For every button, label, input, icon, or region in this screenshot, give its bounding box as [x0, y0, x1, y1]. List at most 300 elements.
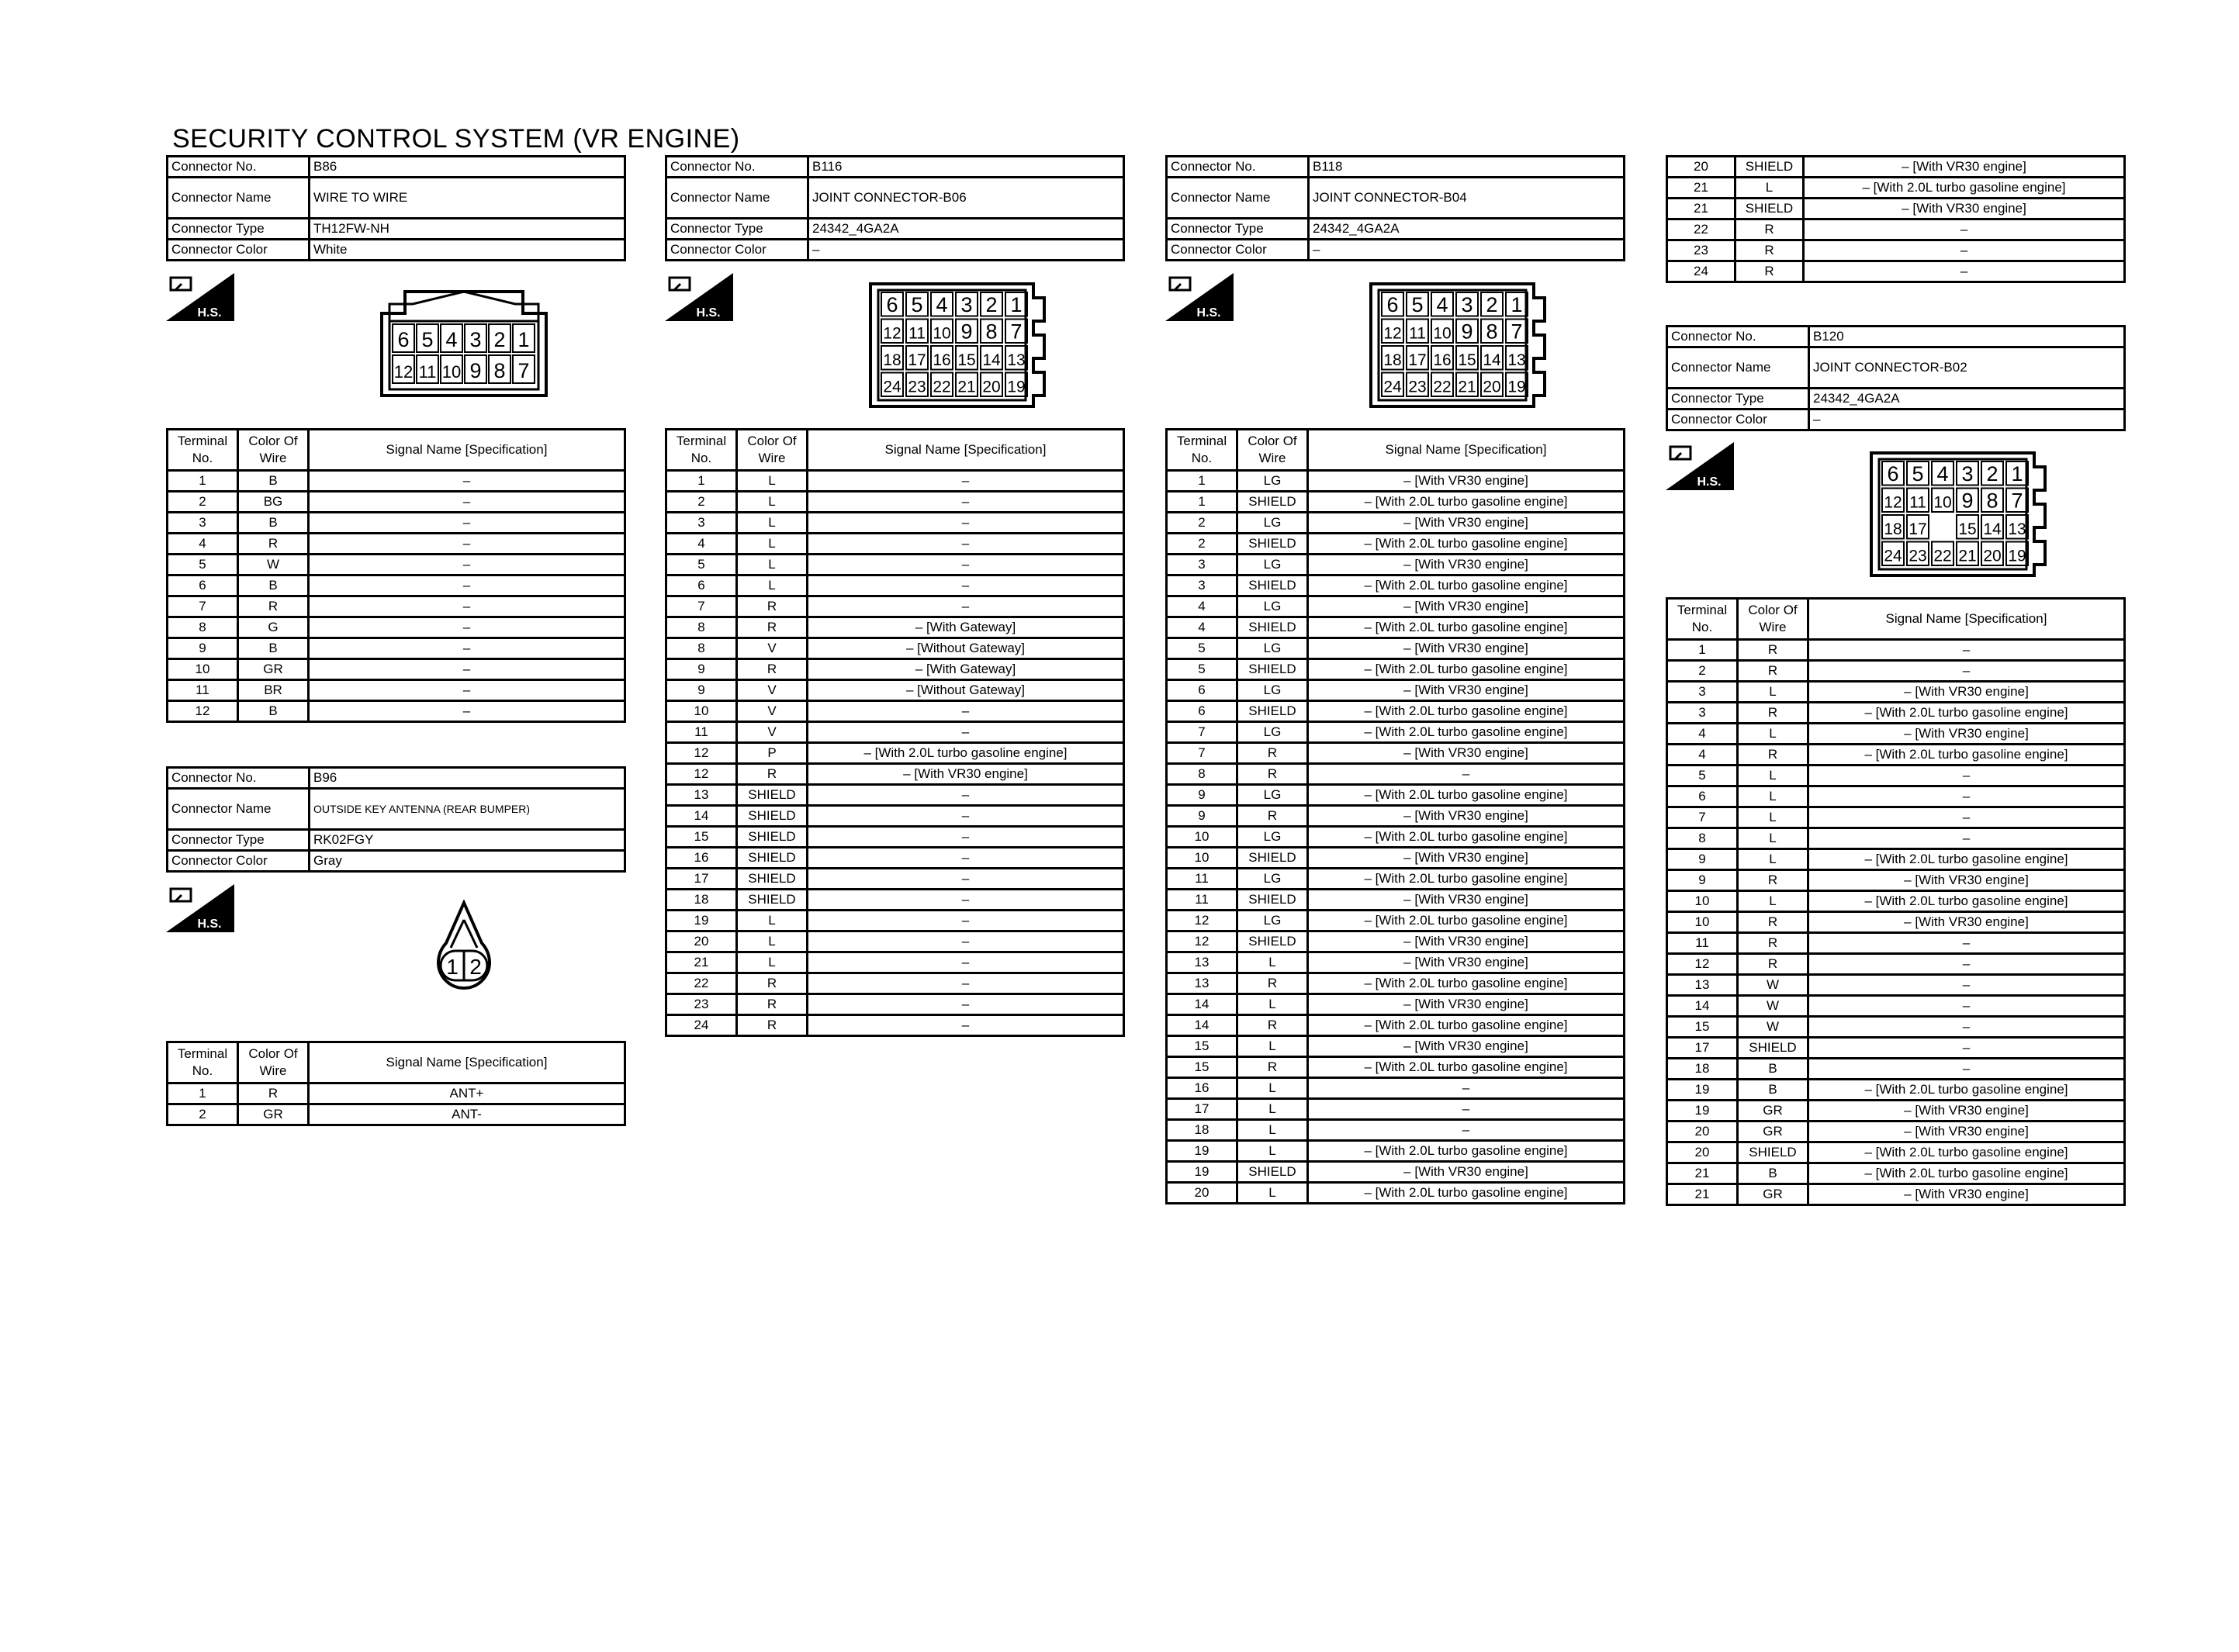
connector-b96-info: [166, 766, 626, 873]
pin-label: 13: [1507, 351, 1526, 369]
pin-label: 19: [2008, 547, 2026, 565]
signal-name-cell: – [With 2.0L turbo gasoline engine]: [1308, 1015, 1625, 1036]
connector-b86-terminal-table: [166, 428, 626, 723]
terminal-no-cell: 17: [1167, 1099, 1237, 1120]
table-row: [1667, 1017, 2125, 1038]
wire-color-cell: V: [737, 722, 808, 743]
pin-label: 18: [883, 351, 901, 369]
signal-name-cell: –: [1804, 240, 2125, 261]
terminal-no-cell: 23: [1667, 240, 1735, 261]
wire-color-cell: L: [737, 534, 808, 555]
table-row: [1667, 1038, 2125, 1059]
terminal-no-cell: 11: [1667, 933, 1738, 954]
table-row: [1667, 745, 2125, 766]
connector-b96-face-diagram: [423, 900, 505, 993]
wire-color-cell: R: [737, 1015, 808, 1036]
table-row: [1167, 513, 1625, 534]
table-row: [666, 617, 1124, 638]
pin-label: 5: [421, 328, 434, 351]
wire-color-cell: R: [1237, 764, 1308, 785]
signal-name-cell: – [With 2.0L turbo gasoline engine]: [1308, 659, 1625, 680]
pin-label: 11: [418, 362, 437, 382]
table-row: [1167, 471, 1625, 492]
pin-label: 11: [908, 324, 926, 343]
signal-name-cell: –: [309, 513, 625, 534]
signal-name-cell: – [With VR30 engine]: [1308, 952, 1625, 973]
terminal-no-cell: 1: [666, 471, 737, 492]
pin-label: 1: [1511, 293, 1523, 316]
harness-side-icon: [665, 273, 733, 321]
signal-name-cell: – [With VR30 engine]: [1808, 1101, 2125, 1121]
table-row: [666, 994, 1124, 1015]
pin-label: 17: [908, 351, 926, 369]
wire-color-cell: L: [1237, 1099, 1308, 1120]
value-connector-no: B118: [1309, 157, 1625, 178]
table-row: [1667, 954, 2125, 975]
table-row: [1167, 1162, 1625, 1183]
terminal-no-cell: 12: [666, 743, 737, 764]
terminal-no-cell: 22: [666, 973, 737, 994]
terminal-no-cell: 11: [1167, 890, 1237, 911]
wire-color-cell: L: [737, 555, 808, 575]
wire-color-cell: L: [1738, 828, 1808, 849]
wire-color-cell: L: [1237, 1078, 1308, 1099]
wire-color-cell: R: [1738, 661, 1808, 682]
table-row: [1167, 575, 1625, 596]
table-row: [1167, 596, 1625, 617]
terminal-no-cell: 10: [666, 701, 737, 722]
wire-color-cell: L: [737, 513, 808, 534]
col-signal-name: Signal Name [Specification]: [1808, 599, 2125, 640]
hs-badge-label: H.S.: [1697, 475, 1722, 489]
terminal-no-cell: 21: [1667, 1184, 1738, 1205]
connector-b120-terminal-table: [1666, 597, 2126, 1206]
pin-label: 4: [1936, 462, 1949, 486]
wire-color-cell: SHIELD: [1738, 1038, 1808, 1059]
table-row: [168, 1083, 625, 1104]
wire-color-cell: G: [238, 617, 309, 638]
pin-label: 10: [1933, 493, 1952, 512]
terminal-no-cell: 9: [1167, 806, 1237, 827]
terminal-no-cell: 3: [1167, 555, 1237, 575]
wire-color-cell: L: [1738, 891, 1808, 912]
pin-label: 21: [1458, 378, 1476, 396]
wire-color-cell: R: [238, 1083, 309, 1104]
table-row: [1667, 1059, 2125, 1080]
terminal-no-cell: 11: [1167, 869, 1237, 890]
terminal-no-cell: 10: [168, 659, 238, 680]
terminal-no-cell: 16: [1167, 1078, 1237, 1099]
wire-color-cell: L: [737, 492, 808, 513]
col-terminal-no: Terminal No.: [666, 430, 737, 471]
signal-name-cell: – [With 2.0L turbo gasoline engine]: [1308, 785, 1625, 806]
signal-name-cell: – [With 2.0L turbo gasoline engine]: [1308, 1183, 1625, 1204]
pin-label: 5: [1411, 293, 1424, 316]
terminal-no-cell: 6: [1167, 701, 1237, 722]
wire-color-cell: W: [1738, 1017, 1808, 1038]
table-row: [1167, 806, 1625, 827]
pin-label: 9: [1461, 320, 1473, 344]
table-row: [666, 848, 1124, 869]
signal-name-cell: – [With VR30 engine]: [1308, 596, 1625, 617]
label-connector-no: Connector No.: [1667, 327, 1809, 347]
terminal-no-cell: 4: [1167, 596, 1237, 617]
table-row: [1667, 640, 2125, 661]
signal-name-cell: –: [808, 722, 1124, 743]
signal-name-cell: – [With VR30 engine]: [1308, 994, 1625, 1015]
connector-b86-info: [166, 155, 626, 261]
terminal-no-cell: 10: [1167, 827, 1237, 848]
table-row: [1167, 492, 1625, 513]
terminal-no-cell: 7: [666, 596, 737, 617]
terminal-no-cell: 24: [1667, 261, 1735, 282]
wire-color-cell: W: [1738, 975, 1808, 996]
pin-label: 23: [908, 378, 926, 396]
pin-label: 19: [1507, 378, 1526, 396]
label-connector-type: Connector Type: [1167, 219, 1309, 240]
pin-label: 10: [441, 362, 462, 382]
wire-color-cell: L: [737, 911, 808, 931]
hs-badge-label: H.S.: [1196, 306, 1221, 320]
pin-label: 2: [1986, 462, 1998, 486]
terminal-no-cell: 10: [1667, 912, 1738, 933]
terminal-no-cell: 2: [1167, 513, 1237, 534]
wire-color-cell: L: [737, 471, 808, 492]
wire-color-cell: LG: [1237, 722, 1308, 743]
signal-name-cell: –: [808, 492, 1124, 513]
signal-name-cell: – [With 2.0L turbo gasoline engine]: [1308, 827, 1625, 848]
terminal-no-cell: 20: [1667, 157, 1735, 178]
signal-name-cell: –: [808, 827, 1124, 848]
signal-name-cell: –: [808, 785, 1124, 806]
signal-name-cell: – [With 2.0L turbo gasoline engine]: [1808, 849, 2125, 870]
signal-name-cell: – [With VR30 engine]: [1808, 912, 2125, 933]
signal-name-cell: –: [1808, 975, 2125, 996]
wire-color-cell: B: [238, 638, 309, 659]
wire-color-cell: LG: [1237, 596, 1308, 617]
table-row: [666, 575, 1124, 596]
table-row: [666, 973, 1124, 994]
signal-name-cell: –: [808, 848, 1124, 869]
connector-b116-terminal-table: [665, 428, 1125, 1037]
table-row: [1167, 1057, 1625, 1078]
label-connector-type: Connector Type: [666, 219, 808, 240]
col-color-of-wire: Color Of Wire: [238, 430, 309, 471]
pin-label: 7: [2011, 489, 2023, 513]
terminal-no-cell: 8: [168, 617, 238, 638]
terminal-no-cell: 9: [168, 638, 238, 659]
table-row: [1167, 890, 1625, 911]
table-row: [1667, 240, 2125, 261]
table-row: [1667, 199, 2125, 219]
pin-label: 16: [933, 351, 951, 369]
signal-name-cell: –: [309, 659, 625, 680]
terminal-no-cell: 23: [666, 994, 737, 1015]
pin-label: 15: [1958, 520, 1977, 538]
table-row: [666, 659, 1124, 680]
harness-side-icon: [1666, 442, 1734, 490]
signal-name-cell: – [With VR30 engine]: [1308, 555, 1625, 575]
wire-color-cell: SHIELD: [1237, 701, 1308, 722]
terminal-no-cell: 14: [666, 806, 737, 827]
signal-name-cell: – [Without Gateway]: [808, 680, 1124, 701]
label-connector-color: Connector Color: [1667, 410, 1809, 430]
connector-b120-face-diagram: [1868, 450, 2059, 579]
pin-label: 8: [985, 320, 998, 344]
wire-color-cell: L: [1738, 682, 1808, 703]
wire-color-cell: LG: [1237, 785, 1308, 806]
table-row: [1667, 1142, 2125, 1163]
table-row: [666, 952, 1124, 973]
col-signal-name: Signal Name [Specification]: [309, 430, 625, 471]
terminal-no-cell: 21: [1667, 199, 1735, 219]
terminal-no-cell: 11: [168, 680, 238, 701]
pin-label: 2: [469, 955, 482, 979]
wire-color-cell: LG: [1237, 555, 1308, 575]
wire-color-cell: B: [1738, 1059, 1808, 1080]
connector-b86-face-diagram: [379, 289, 549, 399]
table-row: [1667, 1101, 2125, 1121]
terminal-no-cell: 20: [1667, 1142, 1738, 1163]
table-row: [1167, 617, 1625, 638]
signal-name-cell: –: [808, 1015, 1124, 1036]
col-terminal-no: Terminal No.: [168, 430, 238, 471]
wire-color-cell: L: [1738, 786, 1808, 807]
table-row: [1667, 261, 2125, 282]
signal-name-cell: – [With 2.0L turbo gasoline engine]: [1308, 701, 1625, 722]
label-connector-no: Connector No.: [1167, 157, 1309, 178]
pin-label: 3: [469, 328, 482, 351]
signal-name-cell: –: [309, 617, 625, 638]
terminal-no-cell: 9: [666, 659, 737, 680]
signal-name-cell: – [With Gateway]: [808, 659, 1124, 680]
signal-name-cell: – [With 2.0L turbo gasoline engine]: [1308, 534, 1625, 555]
table-row: [666, 471, 1124, 492]
wire-color-cell: L: [737, 931, 808, 952]
terminal-no-cell: 5: [1167, 659, 1237, 680]
table-row: [1167, 1141, 1625, 1162]
wire-color-cell: SHIELD: [737, 806, 808, 827]
wire-color-cell: R: [238, 596, 309, 617]
signal-name-cell: –: [808, 911, 1124, 931]
table-row: [666, 701, 1124, 722]
wire-color-cell: R: [1237, 1015, 1308, 1036]
wire-color-cell: L: [1237, 1036, 1308, 1057]
wire-color-cell: L: [1237, 952, 1308, 973]
table-row: [1667, 178, 2125, 199]
label-connector-no: Connector No.: [168, 157, 310, 178]
wire-color-cell: SHIELD: [1237, 1162, 1308, 1183]
table-row: [1167, 1036, 1625, 1057]
table-row: [1167, 785, 1625, 806]
signal-name-cell: – [With VR30 engine]: [1308, 471, 1625, 492]
pin-label: 24: [1383, 378, 1402, 396]
pin-label: 1: [1010, 293, 1023, 316]
label-connector-color: Connector Color: [1167, 240, 1309, 261]
wire-color-cell: B: [238, 513, 309, 534]
signal-name-cell: –: [1808, 828, 2125, 849]
signal-name-cell: – [With VR30 engine]: [1308, 848, 1625, 869]
table-row: [666, 492, 1124, 513]
terminal-no-cell: 19: [1167, 1162, 1237, 1183]
pin-label: 12: [1884, 493, 1902, 512]
signal-name-cell: –: [1808, 954, 2125, 975]
signal-name-cell: – [With 2.0L turbo gasoline engine]: [1808, 1163, 2125, 1184]
terminal-no-cell: 9: [666, 680, 737, 701]
wire-color-cell: LG: [1237, 471, 1308, 492]
terminal-no-cell: 4: [168, 534, 238, 555]
terminal-no-cell: 7: [1167, 743, 1237, 764]
wire-color-cell: SHIELD: [737, 785, 808, 806]
wire-color-cell: SHIELD: [1735, 199, 1804, 219]
signal-name-cell: – [With VR30 engine]: [1808, 1184, 2125, 1205]
terminal-no-cell: 6: [1667, 786, 1738, 807]
col-terminal-no: Terminal No.: [1167, 430, 1237, 471]
table-row: [1667, 724, 2125, 745]
value-connector-color: –: [1309, 240, 1625, 261]
terminal-no-cell: 24: [666, 1015, 737, 1036]
connector-b118-face-diagram: [1368, 281, 1559, 410]
terminal-no-cell: 12: [1167, 931, 1237, 952]
pin-label: 7: [1010, 320, 1023, 344]
signal-name-cell: – [With VR30 engine]: [1308, 513, 1625, 534]
signal-name-cell: – [With VR30 engine]: [1808, 1121, 2125, 1142]
table-row: [1167, 680, 1625, 701]
signal-name-cell: – [With 2.0L turbo gasoline engine]: [808, 743, 1124, 764]
pin-label: 3: [1961, 462, 1974, 486]
table-row: [1667, 933, 2125, 954]
table-row: [666, 764, 1124, 785]
table-row: [1667, 786, 2125, 807]
table-row: [1667, 870, 2125, 891]
pin-label: 21: [957, 378, 976, 396]
pin-label: 17: [1408, 351, 1427, 369]
pin-label: 7: [517, 359, 530, 382]
wire-color-cell: BR: [238, 680, 309, 701]
terminal-no-cell: 8: [666, 638, 737, 659]
signal-name-cell: –: [1308, 764, 1625, 785]
pin-label: 6: [1386, 293, 1399, 316]
signal-name-cell: –: [1808, 661, 2125, 682]
wire-color-cell: V: [737, 638, 808, 659]
terminal-no-cell: 1: [168, 1083, 238, 1104]
signal-name-cell: –: [309, 555, 625, 575]
col-terminal-no: Terminal No.: [168, 1042, 238, 1083]
table-row: [666, 722, 1124, 743]
signal-name-cell: –: [309, 471, 625, 492]
terminal-no-cell: 9: [1167, 785, 1237, 806]
table-row: [168, 492, 625, 513]
label-connector-type: Connector Type: [1667, 389, 1809, 410]
table-row: [666, 743, 1124, 764]
wire-color-cell: L: [1738, 849, 1808, 870]
wire-color-cell: R: [238, 534, 309, 555]
terminal-no-cell: 1: [1667, 640, 1738, 661]
table-row: [666, 680, 1124, 701]
connector-b116-face-diagram: [867, 281, 1058, 410]
wire-color-cell: SHIELD: [737, 869, 808, 890]
pin-label: 23: [1909, 547, 1927, 565]
pin-label: 10: [1433, 324, 1452, 343]
signal-name-cell: – [With VR30 engine]: [1308, 931, 1625, 952]
wire-color-cell: R: [1735, 240, 1804, 261]
signal-name-cell: – [With VR30 engine]: [1808, 724, 2125, 745]
terminal-no-cell: 3: [666, 513, 737, 534]
pin-label: 12: [883, 324, 901, 343]
wire-color-cell: SHIELD: [1735, 157, 1804, 178]
table-row: [666, 827, 1124, 848]
signal-name-cell: –: [808, 555, 1124, 575]
pin-label: 12: [393, 362, 414, 382]
wire-color-cell: L: [737, 952, 808, 973]
terminal-no-cell: 22: [1667, 219, 1735, 240]
terminal-no-cell: 17: [1667, 1038, 1738, 1059]
terminal-no-cell: 3: [1667, 682, 1738, 703]
terminal-no-cell: 19: [1667, 1101, 1738, 1121]
pin-label: 24: [1884, 547, 1902, 565]
label-connector-name: Connector Name: [666, 178, 808, 219]
wire-color-cell: R: [1738, 933, 1808, 954]
label-connector-color: Connector Color: [168, 851, 310, 872]
terminal-no-cell: 15: [666, 827, 737, 848]
table-row: [1167, 1183, 1625, 1204]
signal-name-cell: –: [1808, 996, 2125, 1017]
pin-label: 14: [1983, 520, 2002, 538]
value-connector-color: –: [1809, 410, 2125, 430]
label-connector-color: Connector Color: [666, 240, 808, 261]
pin-label: 22: [1933, 547, 1952, 565]
pin-label: 5: [1912, 462, 1924, 486]
table-row: [1667, 766, 2125, 786]
wire-color-cell: R: [1738, 640, 1808, 661]
pin-label: 5: [911, 293, 923, 316]
table-row: [1167, 869, 1625, 890]
table-row: [168, 638, 625, 659]
harness-side-icon: [166, 884, 234, 932]
terminal-no-cell: 2: [168, 492, 238, 513]
pin-label: 2: [985, 293, 998, 316]
signal-name-cell: ANT-: [309, 1104, 625, 1125]
wire-color-cell: SHIELD: [1738, 1142, 1808, 1163]
wire-color-cell: R: [737, 764, 808, 785]
terminal-no-cell: 3: [1667, 703, 1738, 724]
table-row: [1167, 722, 1625, 743]
signal-name-cell: –: [808, 806, 1124, 827]
label-connector-color: Connector Color: [168, 240, 310, 261]
signal-name-cell: ANT+: [309, 1083, 625, 1104]
signal-name-cell: –: [309, 701, 625, 722]
pin-label: 18: [1383, 351, 1402, 369]
terminal-no-cell: 18: [666, 890, 737, 911]
table-row: [1167, 701, 1625, 722]
wire-color-cell: R: [1237, 1057, 1308, 1078]
terminal-no-cell: 18: [1167, 1120, 1237, 1141]
terminal-no-cell: 5: [666, 555, 737, 575]
signal-name-cell: –: [1808, 786, 2125, 807]
table-row: [1167, 952, 1625, 973]
signal-name-cell: – [With 2.0L turbo gasoline engine]: [1808, 1142, 2125, 1163]
pin-label: 23: [1408, 378, 1427, 396]
terminal-no-cell: 6: [168, 575, 238, 596]
pin-label: 11: [1409, 324, 1426, 343]
pin-label: 15: [957, 351, 976, 369]
pin-label: 7: [1511, 320, 1523, 344]
wire-color-cell: GR: [1738, 1101, 1808, 1121]
connector-b120-info: [1666, 325, 2126, 431]
wire-color-cell: P: [737, 743, 808, 764]
pin-label: 20: [982, 378, 1001, 396]
signal-name-cell: – [With 2.0L turbo gasoline engine]: [1808, 703, 2125, 724]
